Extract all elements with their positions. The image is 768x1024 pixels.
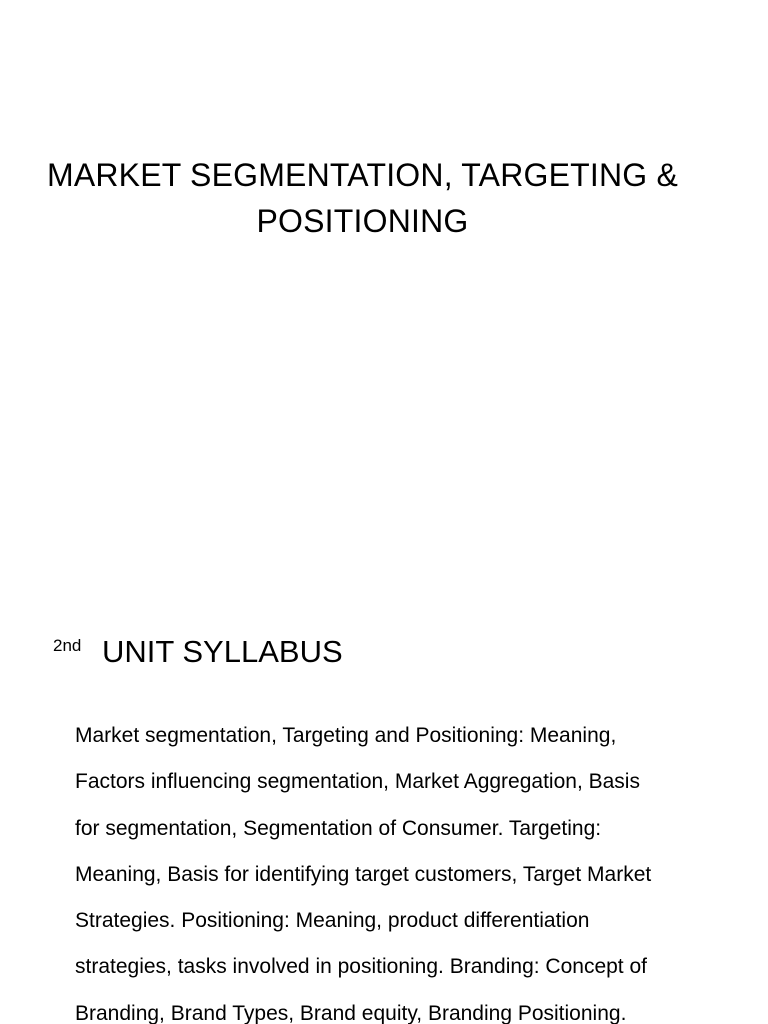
unit-heading-text: UNIT SYLLABUS [102, 634, 343, 669]
syllabus-body [75, 713, 755, 1024]
syllabus-line: Strategies. Positioning: Meaning, product differentiation [75, 909, 590, 933]
syllabus-line: Branding, Brand Types, Brand equity, Branding Positioning. [75, 1001, 627, 1024]
syllabus-line: Factors influencing segmentation, Market Aggregation, Basis [75, 770, 640, 794]
slide-title-line-2: POSITIONING [256, 203, 469, 239]
syllabus-line: for segmentation, Segmentation of Consumer. Targeting: [75, 816, 602, 840]
slide-title [30, 152, 695, 244]
slide-title-line-1: MARKET SEGMENTATION, TARGETING & [46, 157, 679, 193]
syllabus-line: Market segmentation, Targeting and Positioning: Meaning, [75, 724, 617, 747]
unit-ordinal: 2nd [53, 636, 82, 655]
syllabus-line: strategies, tasks involved in positioning. Branding: Concept of [75, 955, 647, 979]
syllabus-line: Meaning, Basis for identifying target customers, Target Market [75, 862, 652, 886]
